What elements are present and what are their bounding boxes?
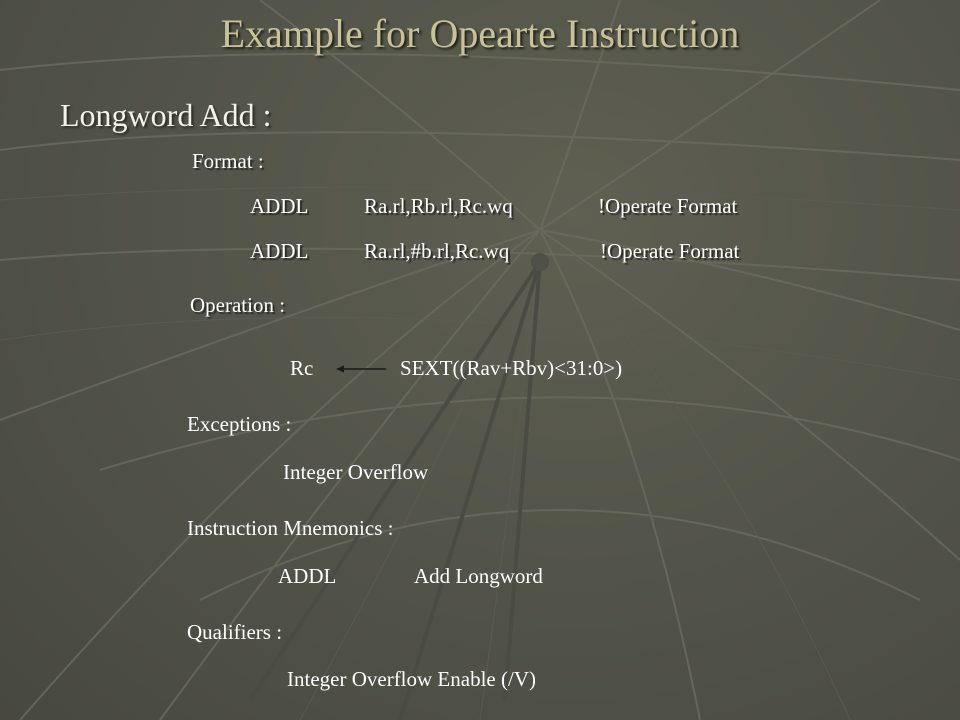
qualifiers-value: Integer Overflow Enable (/V) — [287, 667, 536, 691]
format-row-2-operands: Ra.rl,#b.rl,Rc.wq — [364, 239, 510, 263]
format-row-1-operands: Ra.rl,Rb.rl,Rc.wq — [364, 194, 513, 218]
qualifiers-label: Qualifiers : — [187, 620, 283, 644]
section-heading: Longword Add : — [60, 97, 272, 133]
slide-title: Example for Opearte Instruction — [220, 11, 740, 56]
mnemonics-label: Instruction Mnemonics : — [187, 516, 394, 540]
format-row-1-mnemonic: ADDL — [250, 194, 309, 218]
format-label: Format : — [192, 149, 264, 173]
mnemonics-code: ADDL — [278, 564, 337, 588]
operation-label: Operation : — [190, 293, 286, 317]
operation-dest: Rc — [290, 356, 314, 380]
format-row-2-comment: !Operate Format — [600, 239, 740, 263]
exceptions-value: Integer Overflow — [283, 460, 429, 484]
operation-expression: SEXT((Rav+Rbv)<31:0>) — [400, 356, 623, 380]
exceptions-label: Exceptions : — [187, 412, 292, 436]
format-row-1-comment: !Operate Format — [598, 194, 738, 218]
mnemonics-description: Add Longword — [414, 564, 543, 588]
left-arrow-icon — [334, 360, 390, 378]
format-row-2-mnemonic: ADDL — [250, 239, 309, 263]
